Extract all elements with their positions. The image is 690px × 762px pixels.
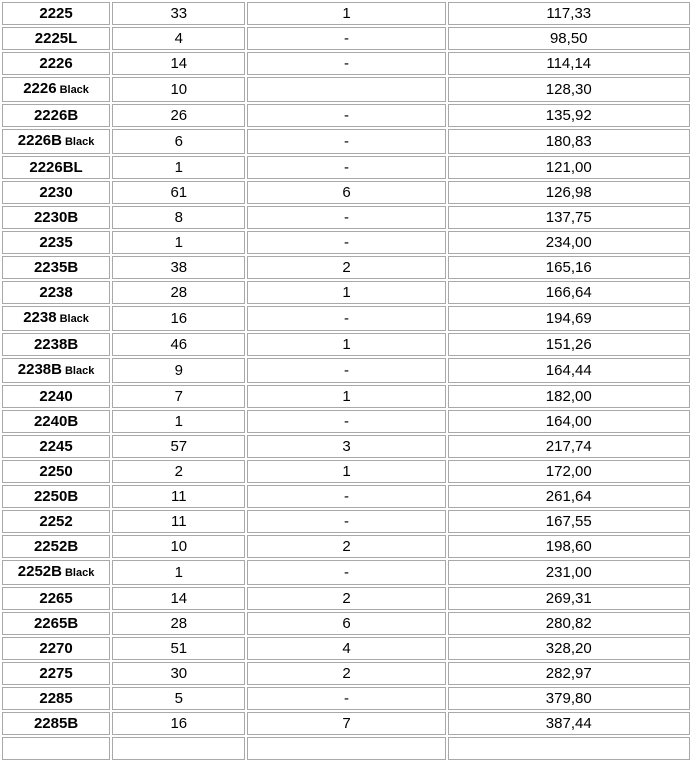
- model-cell: [2, 52, 110, 75]
- model-cell: [2, 385, 110, 408]
- extra-cell: -: [247, 52, 445, 75]
- price-cell: 121,00: [448, 156, 690, 179]
- model-cell: [2, 587, 110, 610]
- extra-cell: -: [247, 231, 445, 254]
- table-row: [2, 637, 690, 660]
- price-cell: 128,30: [448, 77, 690, 102]
- model-cell: [2, 358, 110, 383]
- table-body: [2, 2, 690, 760]
- extra-cell: -: [247, 560, 445, 585]
- quantity-cell: 30: [112, 662, 245, 685]
- quantity-cell: 61: [112, 181, 245, 204]
- model-cell: [2, 256, 110, 279]
- price-cell: 194,69: [448, 306, 690, 331]
- price-cell: 114,14: [448, 52, 690, 75]
- model-cell: [2, 306, 110, 331]
- table-row: [2, 485, 690, 508]
- quantity-cell: 28: [112, 612, 245, 635]
- price-cell: 172,00: [448, 460, 690, 483]
- table-row: [2, 231, 690, 254]
- extra-cell: 6: [247, 181, 445, 204]
- model-variant: Black: [65, 567, 94, 579]
- model-number: 2250: [39, 463, 72, 480]
- extra-cell: -: [247, 104, 445, 127]
- table-row: [2, 612, 690, 635]
- table-row: [2, 662, 690, 685]
- quantity-cell: 10: [112, 535, 245, 558]
- quantity-cell: 4: [112, 27, 245, 50]
- price-cell: 135,92: [448, 104, 690, 127]
- model-number: 2285: [39, 690, 72, 707]
- quantity-cell: 16: [112, 306, 245, 331]
- price-cell: 269,31: [448, 587, 690, 610]
- quantity-cell: 1: [112, 156, 245, 179]
- model-cell: [2, 535, 110, 558]
- quantity-cell: 11: [112, 510, 245, 533]
- quantity-cell: 5: [112, 687, 245, 710]
- price-cell: 261,64: [448, 485, 690, 508]
- table-row: [2, 410, 690, 433]
- price-cell: 167,55: [448, 510, 690, 533]
- table-row: [2, 737, 690, 760]
- price-cell: 98,50: [448, 27, 690, 50]
- model-number: 2240: [39, 388, 72, 405]
- model-cell: [2, 612, 110, 635]
- price-cell: 151,26: [448, 333, 690, 356]
- price-cell: 165,16: [448, 256, 690, 279]
- table-row: [2, 333, 690, 356]
- model-number: 2265: [39, 590, 72, 607]
- model-cell: [2, 410, 110, 433]
- quantity-cell: 8: [112, 206, 245, 229]
- model-cell: [2, 181, 110, 204]
- extra-cell: -: [247, 27, 445, 50]
- extra-cell: -: [247, 206, 445, 229]
- quantity-cell: 6: [112, 129, 245, 154]
- extra-cell: 1: [247, 460, 445, 483]
- model-cell: [2, 637, 110, 660]
- model-variant: Black: [65, 365, 94, 377]
- extra-cell: 1: [247, 333, 445, 356]
- extra-cell: -: [247, 687, 445, 710]
- model-cell: [2, 281, 110, 304]
- extra-cell: 4: [247, 637, 445, 660]
- model-number: 2238B: [34, 336, 78, 353]
- model-number: 2230B: [34, 209, 78, 226]
- model-number: 2225: [39, 5, 72, 22]
- model-number: 2240B: [34, 413, 78, 430]
- model-cell: [2, 104, 110, 127]
- table-row: [2, 385, 690, 408]
- table-row: [2, 2, 690, 25]
- quantity-cell: 33: [112, 2, 245, 25]
- table-row: [2, 560, 690, 585]
- quantity-cell: 10: [112, 77, 245, 102]
- model-cell: [2, 156, 110, 179]
- extra-cell: -: [247, 358, 445, 383]
- extra-cell: [247, 737, 445, 760]
- price-cell: 328,20: [448, 637, 690, 660]
- table-row: [2, 52, 690, 75]
- quantity-cell: 1: [112, 560, 245, 585]
- model-cell: [2, 2, 110, 25]
- price-cell: 126,98: [448, 181, 690, 204]
- model-cell: [2, 333, 110, 356]
- extra-cell: -: [247, 510, 445, 533]
- extra-cell: 1: [247, 2, 445, 25]
- model-number: 2238B: [18, 361, 62, 378]
- table-row: [2, 460, 690, 483]
- quantity-cell: 1: [112, 231, 245, 254]
- quantity-cell: 51: [112, 637, 245, 660]
- table-row: [2, 256, 690, 279]
- model-variant: Black: [65, 136, 94, 148]
- table-row: [2, 510, 690, 533]
- price-cell: 282,97: [448, 662, 690, 685]
- price-cell: 180,83: [448, 129, 690, 154]
- model-cell: [2, 129, 110, 154]
- model-cell: [2, 485, 110, 508]
- model-number: 2285B: [34, 715, 78, 732]
- extra-cell: 6: [247, 612, 445, 635]
- price-cell: 234,00: [448, 231, 690, 254]
- model-number: 2235: [39, 234, 72, 251]
- extra-cell: 1: [247, 385, 445, 408]
- model-number: 2225L: [35, 30, 78, 47]
- table-row: [2, 712, 690, 735]
- model-number: 2250B: [34, 488, 78, 505]
- quantity-cell: 9: [112, 358, 245, 383]
- extra-cell: 1: [247, 281, 445, 304]
- price-cell: 117,33: [448, 2, 690, 25]
- model-number: 2226B: [34, 107, 78, 124]
- model-cell: [2, 687, 110, 710]
- model-cell: [2, 662, 110, 685]
- table-row: [2, 535, 690, 558]
- model-number: 2265B: [34, 615, 78, 632]
- quantity-cell: 16: [112, 712, 245, 735]
- model-number: 2245: [39, 438, 72, 455]
- table-row: [2, 358, 690, 383]
- extra-cell: 7: [247, 712, 445, 735]
- quantity-cell: 2: [112, 460, 245, 483]
- table-row: [2, 206, 690, 229]
- extra-cell: -: [247, 485, 445, 508]
- model-cell: [2, 712, 110, 735]
- quantity-cell: [112, 737, 245, 760]
- model-cell: [2, 231, 110, 254]
- extra-cell: 3: [247, 435, 445, 458]
- model-cell: [2, 737, 110, 760]
- table-row: [2, 281, 690, 304]
- quantity-cell: 11: [112, 485, 245, 508]
- price-cell: 387,44: [448, 712, 690, 735]
- extra-cell: -: [247, 156, 445, 179]
- model-cell: [2, 460, 110, 483]
- table-row: [2, 587, 690, 610]
- quantity-cell: 46: [112, 333, 245, 356]
- price-cell: 164,44: [448, 358, 690, 383]
- quantity-cell: 26: [112, 104, 245, 127]
- extra-cell: 2: [247, 662, 445, 685]
- model-variant: Black: [60, 84, 89, 96]
- price-cell: 164,00: [448, 410, 690, 433]
- model-cell: [2, 435, 110, 458]
- price-cell: 231,00: [448, 560, 690, 585]
- model-number: 2226BL: [29, 159, 82, 176]
- model-number: 2235B: [34, 259, 78, 276]
- extra-cell: 2: [247, 587, 445, 610]
- model-cell: [2, 560, 110, 585]
- price-cell: 182,00: [448, 385, 690, 408]
- table-row: [2, 129, 690, 154]
- price-cell: 379,80: [448, 687, 690, 710]
- quantity-cell: 1: [112, 410, 245, 433]
- model-number: 2230: [39, 184, 72, 201]
- model-number: 2226B: [18, 132, 62, 149]
- table-row: [2, 181, 690, 204]
- extra-cell: 2: [247, 256, 445, 279]
- model-variant: Black: [60, 313, 89, 325]
- model-number: 2252B: [18, 563, 62, 580]
- model-cell: [2, 206, 110, 229]
- price-cell: 166,64: [448, 281, 690, 304]
- table-row: [2, 306, 690, 331]
- price-cell: 280,82: [448, 612, 690, 635]
- extra-cell: [247, 77, 445, 102]
- model-number: 2252B: [34, 538, 78, 555]
- quantity-cell: 14: [112, 587, 245, 610]
- table-row: [2, 27, 690, 50]
- quantity-cell: 7: [112, 385, 245, 408]
- extra-cell: 2: [247, 535, 445, 558]
- model-number: 2238: [23, 309, 56, 326]
- model-cell: [2, 510, 110, 533]
- model-cell: [2, 27, 110, 50]
- model-number: 2252: [39, 513, 72, 530]
- table-row: [2, 687, 690, 710]
- model-number: 2238: [39, 284, 72, 301]
- table-row: [2, 156, 690, 179]
- extra-cell: -: [247, 129, 445, 154]
- model-number: 2226: [39, 55, 72, 72]
- extra-cell: -: [247, 306, 445, 331]
- model-number: 2270: [39, 640, 72, 657]
- table-row: [2, 104, 690, 127]
- model-cell: [2, 77, 110, 102]
- price-cell: [448, 737, 690, 760]
- model-number: 2275: [39, 665, 72, 682]
- quantity-cell: 28: [112, 281, 245, 304]
- quantity-cell: 38: [112, 256, 245, 279]
- quantity-cell: 57: [112, 435, 245, 458]
- table-row: [2, 435, 690, 458]
- price-cell: 137,75: [448, 206, 690, 229]
- extra-cell: -: [247, 410, 445, 433]
- quantity-cell: 14: [112, 52, 245, 75]
- model-number: 2226: [23, 80, 56, 97]
- price-cell: 198,60: [448, 535, 690, 558]
- table-row: [2, 77, 690, 102]
- price-cell: 217,74: [448, 435, 690, 458]
